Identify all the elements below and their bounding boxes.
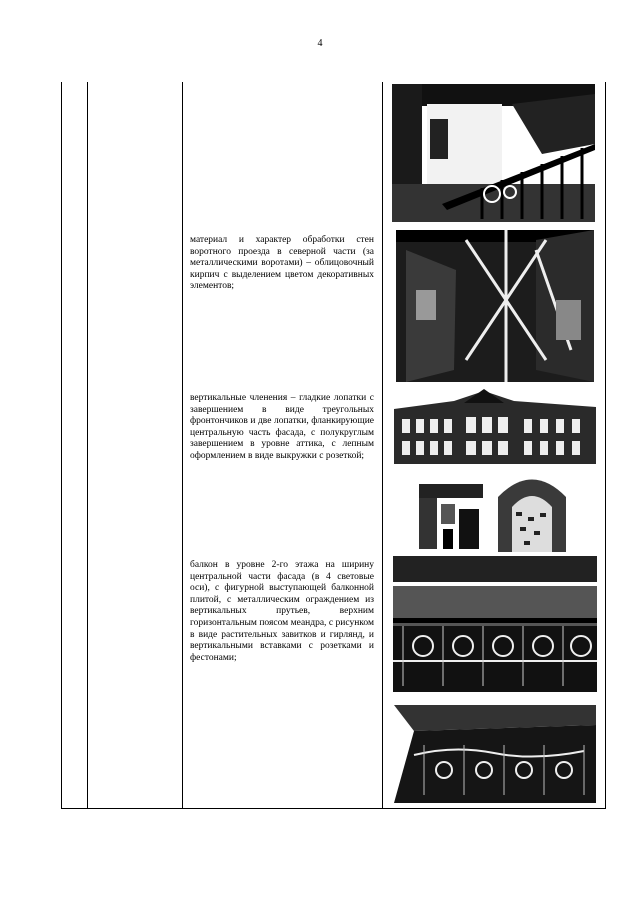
table-border-col1 xyxy=(87,82,88,809)
photo-detail-pilaster xyxy=(419,484,483,549)
table-border-col2 xyxy=(182,82,183,809)
row-text-balcony: балкон в уровне 2-го этажа на ширину центральной части фасада (в 4 световые оси), с фигурной выступающей балконной плитой, с металлическим ограждением из вертикальных прутьев, верхним горизонтальным поясом меандра, с рисунком в виде растительных завитков и гирлянд, и вертикальными вставками с розетками и фестонами; xyxy=(190,560,374,663)
row-text-gate-walls: материал и характер обработки стен воротного проезда в северной части (за металлическими воротами) – облицовочный кирпич с выделением цветом декоративных элементов; xyxy=(190,235,374,292)
table-border-left xyxy=(61,82,62,809)
page-number: 4 xyxy=(317,38,323,49)
photo-gate-walls xyxy=(396,230,594,382)
table-border-bottom xyxy=(61,808,606,809)
table-border-right xyxy=(605,82,606,809)
photo-facade xyxy=(394,389,596,464)
photo-balcony-underside xyxy=(394,705,596,803)
photo-gate-passage xyxy=(392,84,595,222)
photo-detail-arch xyxy=(498,467,566,552)
photo-balcony xyxy=(393,556,597,692)
row-text-vertical-divisions: вертикальные членения – гладкие лопатки с завершением в виде треугольных фронтончиков и две лопатки, фланкирующие центральную часть фасада, с полукруглым завершением в уровне аттика, с лепным оформлением в виде выкружки с розеткой; xyxy=(190,393,374,461)
table-border-col3 xyxy=(382,82,383,809)
